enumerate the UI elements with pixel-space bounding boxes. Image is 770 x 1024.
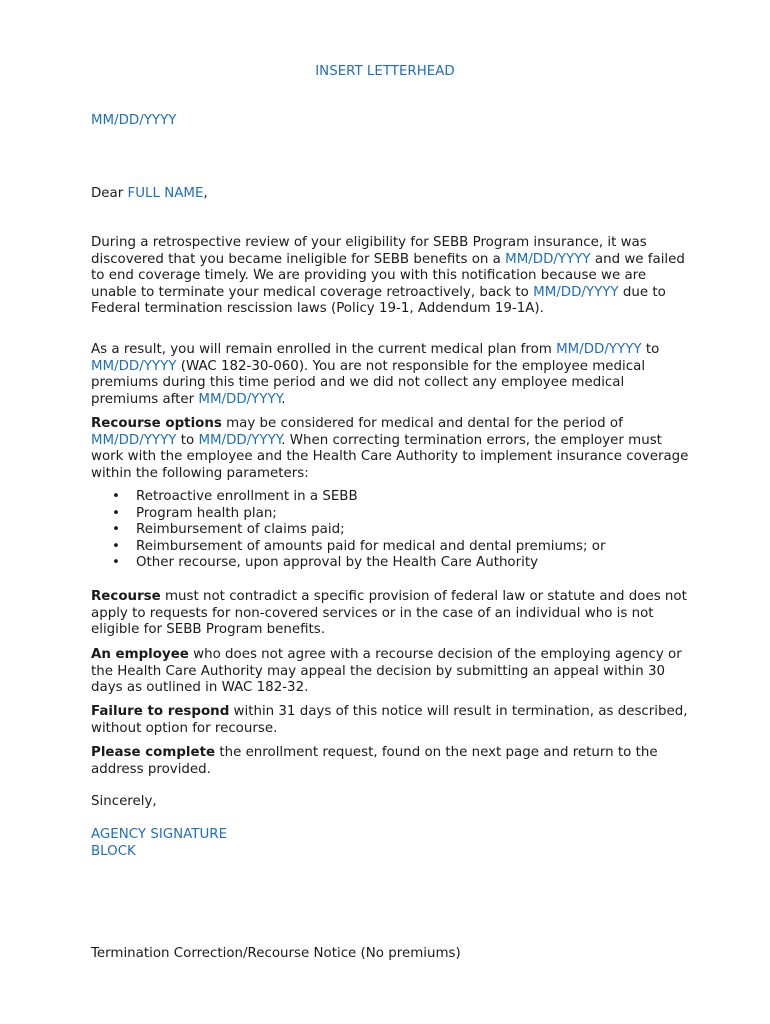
list-item bbox=[91, 489, 711, 506]
bold-lead: Recourse options bbox=[91, 416, 222, 431]
recourse-parameters-list bbox=[91, 489, 711, 572]
date-placeholder: MM/DD/YYYY bbox=[505, 251, 591, 267]
text-run: (WAC 182-30-060). You are not responsible for the employee medical premiums during this time period and we did not collect any employee medical premiums after bbox=[91, 358, 646, 407]
date-placeholder: MM/DD/YYYY bbox=[91, 113, 177, 128]
date-placeholder: MM/DD/YYYY bbox=[533, 284, 619, 300]
text-run: During a retrospective review of your eligibility for SEBB Program insurance, it was discovered that you became ineligible for SEBB benefits on a bbox=[91, 235, 647, 267]
text-run: must not contradict a specific provision of federal law or statute and does not apply to requests for non-covered services or in the case of an individual who is not eligible for SEBB Program benefits. bbox=[91, 589, 687, 638]
salutation-prefix: Dear bbox=[91, 186, 128, 201]
paragraph-recourse-options bbox=[91, 416, 691, 482]
bold-lead: Failure to respond bbox=[91, 704, 230, 719]
paragraph-failure-to-respond bbox=[91, 704, 691, 737]
full-name-placeholder: FULL NAME bbox=[127, 186, 204, 201]
list-item bbox=[91, 539, 711, 556]
date-placeholder: MM/DD/YYYY bbox=[556, 342, 642, 357]
signature-block-placeholder bbox=[91, 827, 227, 860]
text-run: and we failed to end coverage timely. We are providing you with this notification because we are unable to terminate your medical coverage retroactively, back to bbox=[91, 251, 685, 300]
bullet-icon: • bbox=[112, 505, 120, 521]
paragraph-please-complete bbox=[91, 745, 691, 778]
document-footer: Termination Correction/Recourse Notice (No premiums) bbox=[91, 946, 461, 961]
list-item bbox=[91, 555, 711, 572]
bullet-icon: • bbox=[112, 538, 120, 554]
text-run: to bbox=[641, 342, 660, 357]
list-item-text: Reimbursement of amounts paid for medical and dental premiums; or bbox=[136, 538, 606, 554]
bullet-icon: • bbox=[112, 522, 120, 538]
paragraph-appeal bbox=[91, 647, 691, 697]
date-placeholder: MM/DD/YYYY bbox=[198, 432, 282, 448]
list-item bbox=[91, 506, 711, 523]
list-item-text: Other recourse, upon approval by the Health Care Authority bbox=[136, 555, 539, 571]
list-item bbox=[91, 522, 711, 539]
bold-lead: Recourse bbox=[91, 589, 161, 604]
list-item-text: Program health plan; bbox=[136, 505, 277, 521]
signature-line: BLOCK bbox=[91, 843, 136, 859]
text-run: . When correcting termination errors, the employer must work with the employee and the Health Care Authority to implement insurance coverage within the following parameters: bbox=[91, 432, 689, 481]
list-item-text: Reimbursement of claims paid; bbox=[136, 522, 345, 538]
salutation bbox=[91, 186, 208, 201]
text-run: may be considered for medical and dental for the period of bbox=[221, 416, 623, 431]
letterhead-placeholder: INSERT LETTERHEAD bbox=[315, 64, 455, 79]
list-item-text: Retroactive enrollment in a SEBB bbox=[136, 489, 358, 504]
text-run: to bbox=[176, 432, 199, 448]
date-placeholder: MM/DD/YYYY bbox=[91, 432, 177, 448]
paragraph-enrollment-continuation bbox=[91, 342, 691, 408]
paragraph-recourse-limits bbox=[91, 589, 691, 639]
closing: Sincerely, bbox=[91, 794, 157, 809]
bullet-icon: • bbox=[112, 555, 120, 571]
bullet-icon: • bbox=[112, 489, 120, 504]
text-run: As a result, you will remain enrolled in the current medical plan from bbox=[91, 342, 557, 357]
text-run: . bbox=[281, 391, 286, 407]
bold-lead: Please complete bbox=[91, 745, 216, 760]
date-placeholder: MM/DD/YYYY bbox=[198, 391, 282, 407]
text-run: the enrollment request, found on the next page and return to the address provided. bbox=[91, 745, 658, 777]
text-run: due to Federal termination rescission laws (Policy 19-1, Addendum 19-1A). bbox=[91, 284, 666, 317]
text-run: within 31 days of this notice will result in termination, as described, without option for recourse. bbox=[91, 704, 688, 736]
bold-lead: An employee bbox=[91, 647, 189, 662]
paragraph-eligibility-review bbox=[91, 235, 691, 318]
salutation-suffix: , bbox=[203, 186, 208, 201]
text-run: who does not agree with a recourse decision of the employing agency or the Health Care Authority may appeal the decision by submitting an appeal within 30 days as outlined in WAC 182-32. bbox=[91, 647, 682, 696]
signature-line: AGENCY SIGNATURE bbox=[91, 827, 228, 842]
date-placeholder: MM/DD/YYYY bbox=[91, 358, 177, 374]
